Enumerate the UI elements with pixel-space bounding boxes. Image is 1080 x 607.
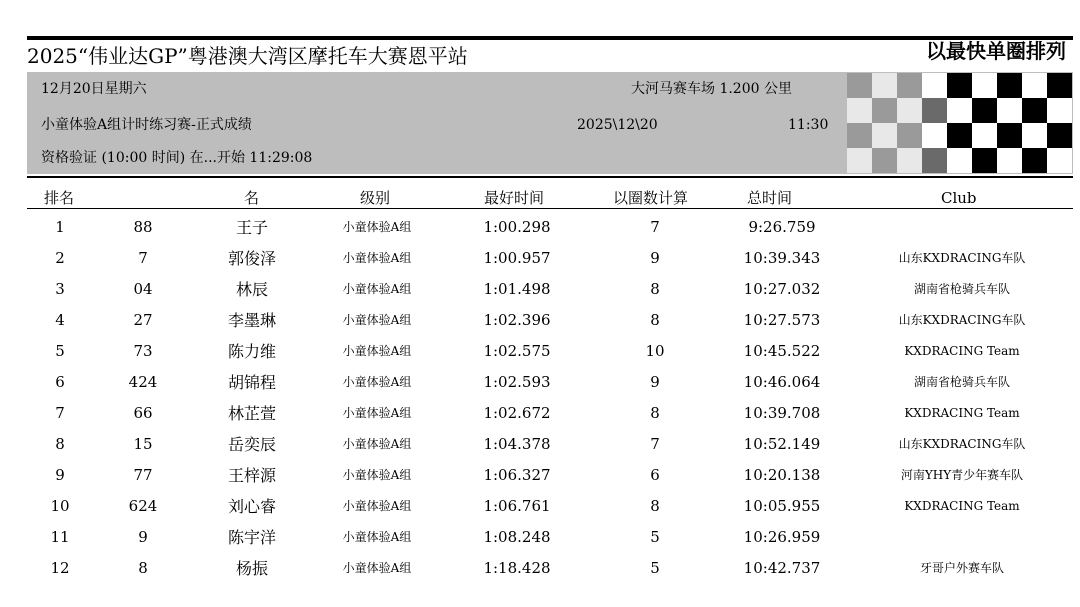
cell-rider-name: 李墨琳: [227, 311, 276, 330]
cell-class: 小童体验A组: [342, 530, 412, 544]
col-header-club: Club: [941, 189, 977, 207]
cell-rider-name: 郭俊泽: [227, 249, 276, 268]
cell-rider-name: 林芷萱: [227, 404, 276, 423]
cell-laps: 8: [650, 311, 660, 329]
cell-club: KXDRACING Team: [904, 344, 1020, 358]
cell-total-time: 10:27.573: [743, 311, 821, 329]
cell-class: 小童体验A组: [342, 282, 412, 296]
cell-total-time: 10:20.138: [743, 466, 821, 484]
col-header-class: 级别: [360, 189, 391, 207]
event-date: 12月20日星期六: [41, 81, 147, 97]
table-row: [0, 336, 1080, 367]
col-header-laps: 以圈数计算: [613, 189, 689, 207]
cell-total-time: 10:05.955: [743, 497, 821, 515]
cell-number: 15: [133, 435, 153, 453]
cell-best-time: 1:02.396: [483, 311, 551, 329]
cell-rank: 2: [55, 249, 65, 267]
cell-rider-name: 王梓源: [227, 466, 276, 485]
table-row: [0, 305, 1080, 336]
cell-class: 小童体验A组: [342, 220, 412, 234]
session-banner: [27, 72, 1073, 174]
cell-number: 9: [138, 528, 148, 546]
cell-laps: 7: [650, 218, 660, 236]
table-row: [0, 553, 1080, 584]
cell-best-time: 1:18.428: [483, 559, 551, 577]
table-row: [0, 398, 1080, 429]
header-separator: [27, 176, 1073, 178]
col-header-name: 名: [244, 189, 260, 207]
cell-rank: 3: [55, 280, 65, 298]
cell-rank: 6: [55, 373, 65, 391]
cell-total-time: 10:39.708: [743, 404, 821, 422]
col-header-total-time: 总时间: [747, 189, 793, 207]
cell-total-time: 10:27.032: [743, 280, 821, 298]
cell-rider-name: 林辰: [235, 280, 268, 299]
cell-rank: 4: [55, 311, 65, 329]
cell-rider-name: 岳奕辰: [227, 435, 276, 454]
cell-club: [862, 212, 1062, 243]
table-row: [0, 429, 1080, 460]
table-row: [0, 274, 1080, 305]
cell-laps: 8: [650, 497, 660, 515]
cell-class: 小童体验A组: [342, 499, 412, 513]
cell-rider-name: 王子: [235, 218, 268, 237]
cell-club: 山东KXDRACING车队: [898, 251, 1026, 265]
cell-club: 山东KXDRACING车队: [898, 437, 1026, 451]
cell-club: 河南YHY青少年赛车队: [900, 468, 1024, 482]
cell-club: 湖南省枪骑兵车队: [913, 375, 1010, 389]
cell-class: 小童体验A组: [342, 251, 412, 265]
col-header-best-time: 最好时间: [484, 189, 545, 207]
cell-laps: 7: [650, 435, 660, 453]
cell-laps: 6: [650, 466, 660, 484]
cell-number: 66: [133, 404, 153, 422]
cell-best-time: 1:02.575: [483, 342, 551, 360]
cell-rider-name: 杨振: [235, 559, 268, 578]
cell-number: 424: [128, 373, 158, 391]
cell-best-time: 1:00.298: [483, 218, 551, 236]
cell-total-time: 10:26.959: [743, 528, 821, 546]
cell-number: 77: [133, 466, 153, 484]
cell-best-time: 1:08.248: [483, 528, 551, 546]
cell-best-time: 1:01.498: [483, 280, 551, 298]
cell-number: 04: [133, 280, 153, 298]
table-row: [0, 367, 1080, 398]
session-time: 11:30: [788, 117, 829, 133]
cell-rider-name: 陈宇洋: [227, 528, 276, 547]
cell-club: 牙哥户外赛车队: [919, 561, 1004, 575]
cell-rank: 12: [50, 559, 70, 577]
cell-rank: 10: [50, 497, 70, 515]
cell-total-time: 10:42.737: [743, 559, 821, 577]
table-row: [0, 491, 1080, 522]
cell-laps: 9: [650, 373, 660, 391]
venue-info: 大河马赛车场 1.200 公里: [631, 81, 792, 97]
cell-best-time: 1:02.672: [483, 404, 551, 422]
cell-class: 小童体验A组: [342, 561, 412, 575]
cell-best-time: 1:02.593: [483, 373, 551, 391]
cell-rank: 7: [55, 404, 65, 422]
table-row: [0, 460, 1080, 491]
table-row: [0, 522, 1080, 553]
cell-class: 小童体验A组: [342, 344, 412, 358]
cell-class: 小童体验A组: [342, 375, 412, 389]
session-date: 2025\12\20: [577, 117, 658, 133]
cell-rank: 9: [55, 466, 65, 484]
cell-club: [862, 522, 1062, 553]
cell-total-time: 10:39.343: [743, 249, 821, 267]
cell-number: 88: [133, 218, 153, 236]
cell-rank: 1: [55, 218, 65, 236]
cell-laps: 5: [650, 528, 660, 546]
cell-laps: 8: [650, 280, 660, 298]
checkered-flag: [847, 72, 1073, 174]
cell-laps: 9: [650, 249, 660, 267]
cell-club: KXDRACING Team: [904, 499, 1020, 513]
cell-rider-name: 胡锦程: [227, 373, 276, 392]
session-name: 小童体验A组计时练习赛-正式成绩: [41, 117, 252, 133]
cell-rider-name: 刘心睿: [227, 497, 276, 516]
cell-class: 小童体验A组: [342, 468, 412, 482]
cell-number: 7: [138, 249, 148, 267]
cell-club: 山东KXDRACING车队: [898, 313, 1026, 327]
cell-best-time: 1:06.761: [483, 497, 551, 515]
cell-class: 小童体验A组: [342, 437, 412, 451]
cell-total-time: 10:45.522: [743, 342, 821, 360]
table-row: [0, 212, 1080, 243]
cell-number: 73: [133, 342, 153, 360]
cell-laps: 8: [650, 404, 660, 422]
cell-best-time: 1:06.327: [483, 466, 551, 484]
cell-laps: 10: [645, 342, 665, 360]
cell-number: 624: [128, 497, 158, 515]
checkered-flag-graphic: [847, 72, 1073, 174]
cell-rank: 8: [55, 435, 65, 453]
cell-club: 湖南省枪骑兵车队: [913, 282, 1010, 296]
cell-number: 27: [133, 311, 153, 329]
cell-best-time: 1:04.378: [483, 435, 551, 453]
cell-total-time: 10:52.149: [743, 435, 821, 453]
cell-class: 小童体验A组: [342, 313, 412, 327]
top-rule: [27, 36, 1073, 40]
qualifying-info: 资格验证 (10:00 时间) 在...开始 11:29:08: [41, 150, 313, 166]
cell-number: 8: [138, 559, 148, 577]
table-row: [0, 243, 1080, 274]
col-header-rank: 排名: [44, 189, 75, 207]
cell-rider-name: 陈力维: [227, 342, 276, 361]
event-title: 2025“伟业达GP”粤港澳大湾区摩托车大赛恩平站: [27, 44, 468, 68]
cell-rank: 5: [55, 342, 65, 360]
cell-rank: 11: [50, 528, 70, 546]
cell-total-time: 10:46.064: [743, 373, 821, 391]
cell-best-time: 1:00.957: [483, 249, 551, 267]
cell-club: KXDRACING Team: [904, 406, 1020, 420]
cell-total-time: 9:26.759: [748, 218, 816, 236]
column-header-rule: [27, 208, 1073, 209]
cell-laps: 5: [650, 559, 660, 577]
sort-label: 以最快单圈排列: [926, 39, 1066, 63]
cell-class: 小童体验A组: [342, 406, 412, 420]
